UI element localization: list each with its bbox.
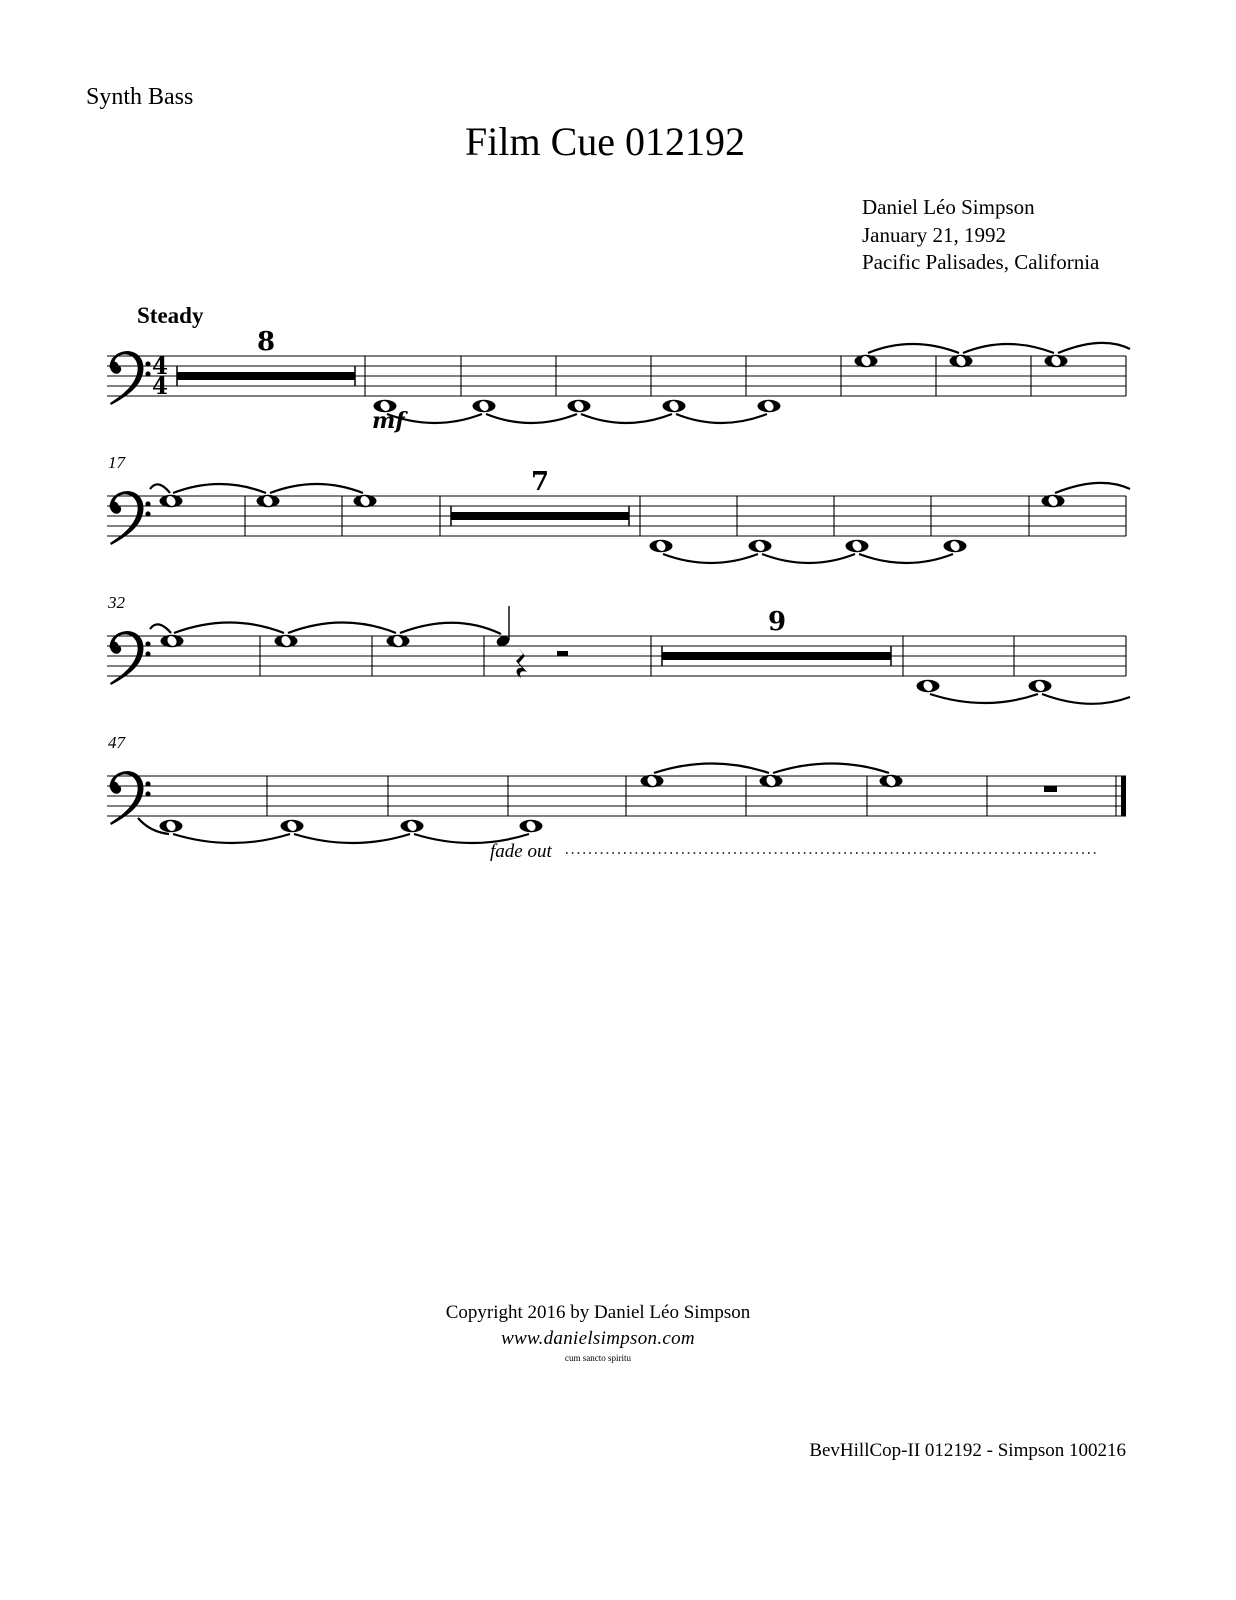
note — [520, 819, 543, 832]
measure-number-17: 17 — [108, 453, 125, 472]
instrument-name: Synth Bass — [86, 84, 194, 110]
quarter-note — [495, 606, 510, 648]
fade-out-marking — [490, 841, 1098, 862]
note — [650, 539, 673, 552]
ties — [138, 764, 889, 844]
staff-system-2 — [107, 467, 1130, 563]
tagline: cum sancto spiritu — [565, 1353, 631, 1363]
time-signature-numerator: 4 — [151, 353, 169, 380]
website-link[interactable]: www.danielsimpson.com — [501, 1328, 695, 1349]
note — [663, 399, 686, 412]
tempo-marking: Steady — [137, 303, 204, 328]
composition-place: Pacific Palisades, California — [862, 250, 1100, 274]
bass-clef-icon — [110, 491, 151, 545]
composition-date: January 21, 1992 — [862, 222, 1007, 247]
bass-clef-icon — [110, 351, 151, 405]
copyright-notice: Copyright 2016 by Daniel Léo Simpson — [445, 1302, 751, 1323]
expression-text: fade out — [490, 841, 552, 862]
quarter-rest-icon — [516, 647, 527, 678]
multirest-count: 9 — [767, 607, 787, 637]
whole-rest-icon — [1044, 786, 1057, 792]
note — [749, 539, 772, 552]
composer-name: Daniel Léo Simpson — [862, 195, 1035, 219]
note — [846, 539, 869, 552]
dynamic-mf: mf — [372, 408, 405, 434]
multirest-count: 8 — [256, 327, 276, 357]
staff-system-3 — [107, 606, 1130, 704]
staff-system-1 — [107, 327, 1130, 434]
note — [281, 819, 304, 832]
note — [160, 819, 183, 832]
note — [944, 539, 967, 552]
measure-number-32: 32 — [108, 593, 125, 612]
page-title: Film Cue 012192 — [464, 119, 746, 164]
staff-system-4 — [107, 764, 1126, 863]
bass-clef-icon — [110, 771, 151, 825]
note — [568, 399, 591, 412]
ties — [150, 623, 1130, 704]
half-rest-icon — [557, 651, 568, 656]
bass-clef-icon — [110, 631, 151, 685]
note — [401, 819, 424, 832]
final-barline — [1121, 776, 1126, 816]
note — [758, 399, 781, 412]
document-id: BevHillCop-II 012192 - Simpson 100216 — [809, 1440, 1126, 1461]
measure-number-47: 47 — [108, 733, 125, 752]
time-signature-denominator: 4 — [151, 373, 169, 400]
multirest-count: 7 — [530, 467, 550, 497]
note — [1029, 679, 1052, 692]
ties — [387, 343, 1130, 423]
note — [917, 679, 940, 692]
note — [473, 399, 496, 412]
